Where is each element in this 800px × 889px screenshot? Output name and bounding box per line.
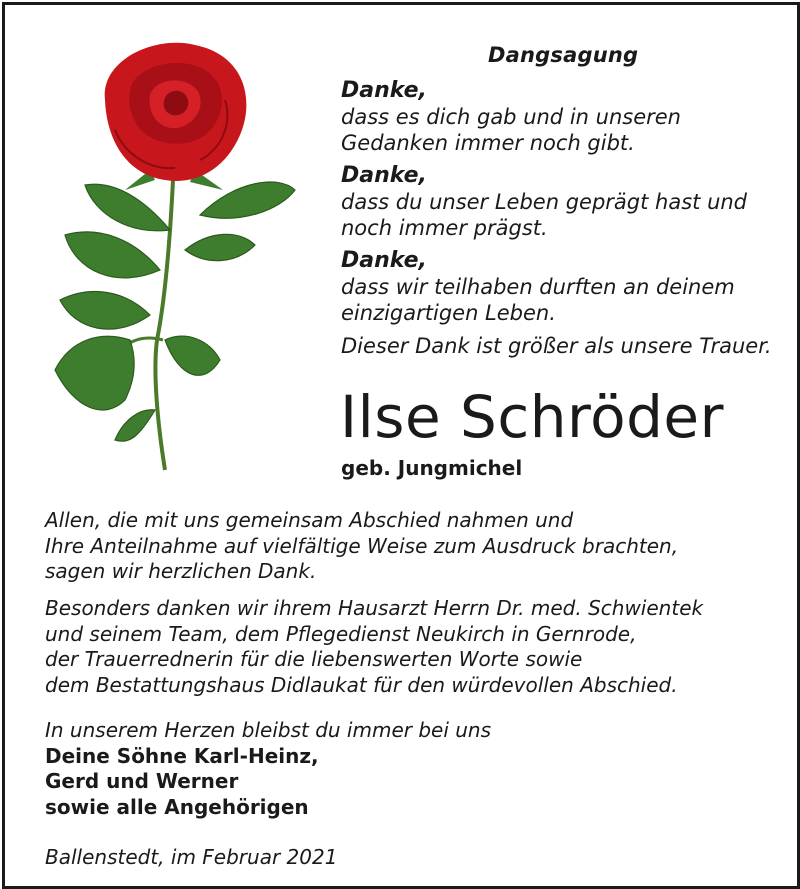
special-thanks-paragraph (45, 596, 785, 698)
danke-line: einzigartigen Leben. (341, 301, 556, 325)
danke-title: Danke, (341, 248, 427, 273)
danke-line: dass es dich gab und in unseren (341, 105, 681, 129)
closing-block (45, 718, 785, 820)
paragraph-line: Allen, die mit uns gemeinsam Abschied nahmen und (45, 508, 574, 532)
danke-line: dass wir teilhaben durften an deinem (341, 275, 735, 299)
paragraph-line: dem Bestattungshaus Didlaukat für den würdevollen Abschied. (45, 672, 678, 697)
maiden-name: geb. Jungmichel (341, 456, 523, 480)
signature-line: Gerd und Werner (45, 769, 239, 793)
danke-block (341, 163, 781, 241)
danke-block (341, 78, 781, 156)
paragraph-line: der Trauerrednerin für die liebenswerten Worte sowie (45, 647, 583, 671)
danke-title: Danke, (341, 78, 427, 103)
paragraph-line: und seinem Team, dem Pflegedienst Neukirch in Gernrode, (45, 621, 637, 646)
deceased-name: Ilse Schröder (340, 383, 724, 451)
place-date: Ballenstedt, im Februar 2021 (45, 845, 338, 869)
notice-heading: Dangsagung (488, 43, 639, 67)
thanks-paragraph (45, 508, 785, 585)
danke-block (341, 248, 781, 326)
paragraph-line: Besonders danken wir ihrem Hausarzt Herrn Dr. med. Schwientek (45, 596, 704, 620)
signature-line: sowie alle Angehörigen (45, 794, 309, 819)
danke-title: Danke, (341, 163, 427, 188)
trauer-line: Dieser Dank ist größer als unsere Trauer. (341, 334, 772, 358)
danke-line: noch immer prägst. (341, 216, 548, 240)
danke-line: Gedanken immer noch gibt. (341, 131, 635, 155)
closing-line: In unserem Herzen bleibst du immer bei uns (45, 718, 492, 742)
signature-line: Deine Söhne Karl-Heinz, (45, 743, 319, 768)
thanks-column (341, 78, 781, 359)
paragraph-line: Ihre Anteilnahme auf vielfältige Weise zum Ausdruck brachten, (45, 533, 679, 558)
danke-line: dass du unser Leben geprägt hast und (341, 190, 748, 214)
red-rose-image (45, 40, 305, 480)
paragraph-line: sagen wir herzlichen Dank. (45, 559, 317, 583)
